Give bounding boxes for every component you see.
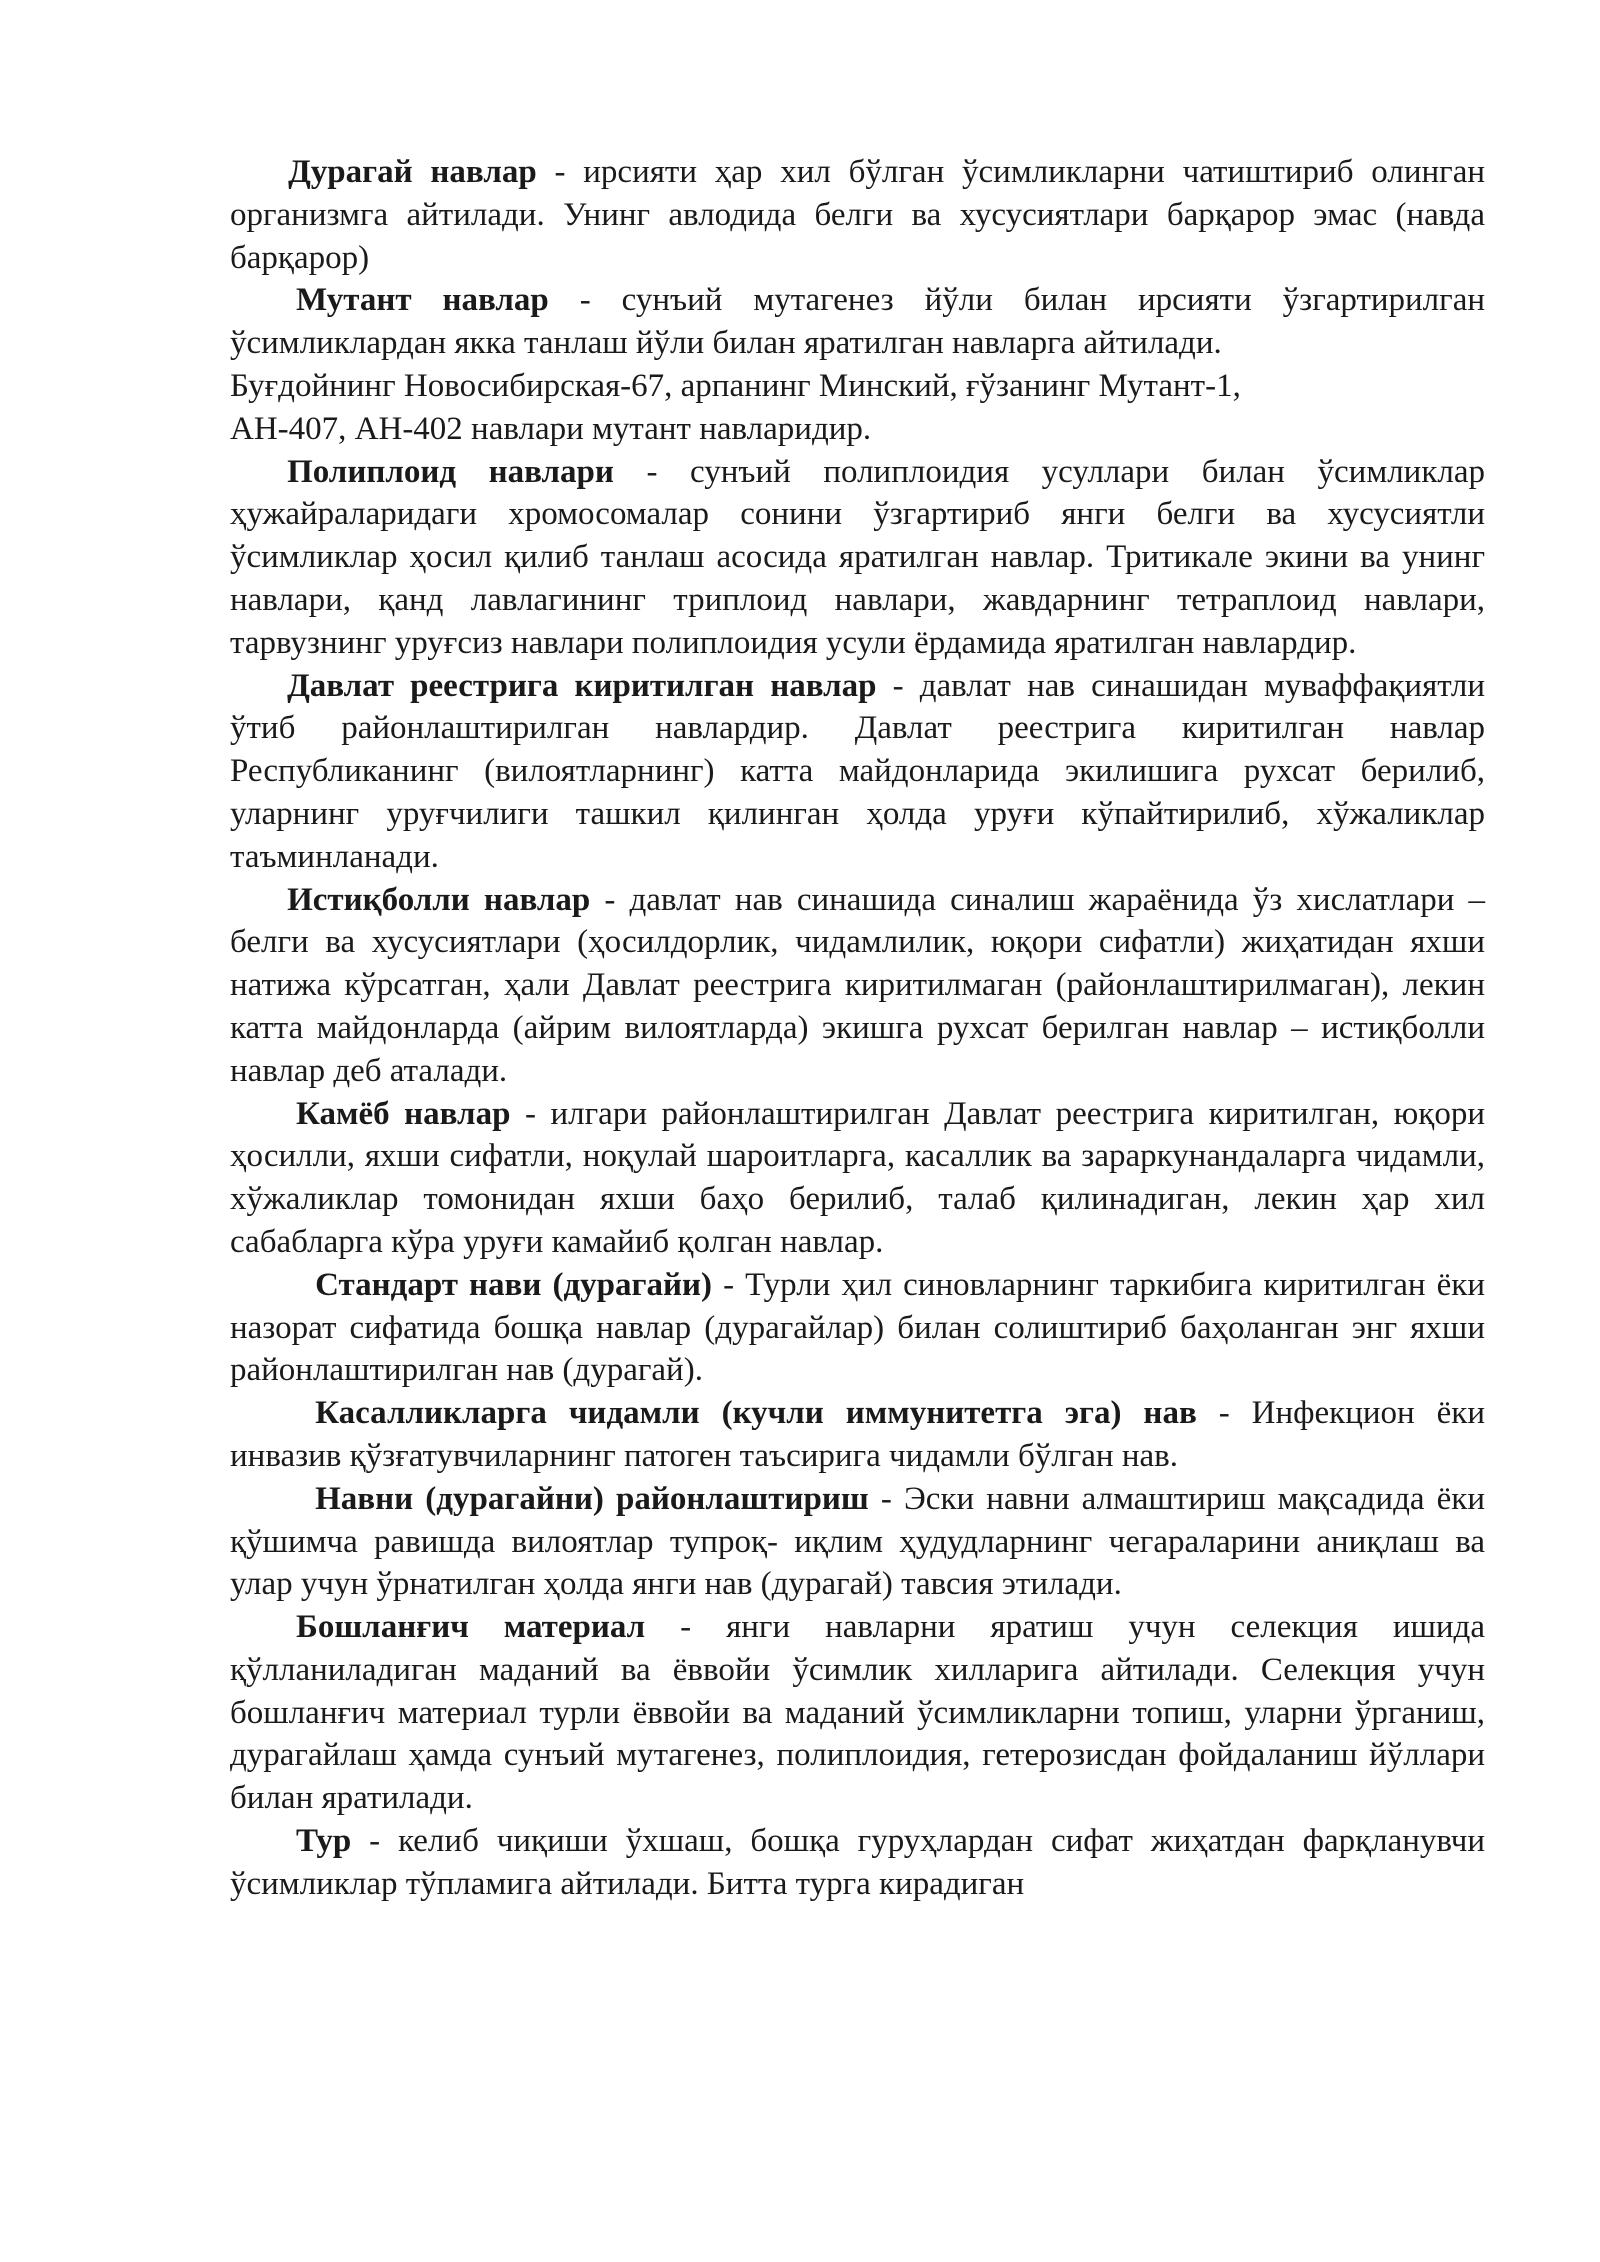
definition-initial-material: - янги навларни яратиш учун селекция ишида қўлланиладиган маданий ва ёввойи ўсимлик хилларига айтилади. Селекция учун бошланғич материал турли ёввойи ва маданий ўсимликларни топиш, уларни ўрганиш, дурагайлаш ҳамда сунъий мутагенез, полиплоидия, гетерозисдан фойдаланиш йўллари билан яратилади. [230, 1609, 1485, 1817]
paragraph-hybrid-varieties [230, 151, 1485, 279]
paragraph-standard-variety [230, 1264, 1485, 1392]
paragraph-state-register-varieties [230, 665, 1485, 879]
paragraph-disease-resistant-variety [230, 1392, 1485, 1478]
paragraph-rare-varieties [230, 1093, 1485, 1264]
definition-standard-variety: - Турли ҳил синовларнинг таркибига киритилган ёки назорат сифатида бошқа навлар (дурагайлар) билан солиштириб баҳоланган энг яхши районлаштирилган нав (дурагай). [230, 1266, 1485, 1389]
definition-hybrid-varieties: - ирсияти ҳар хил бўлган ўсимликларни чатиштириб олинган организмга айтилади. Унинг авлодида белги ва хусусиятлари барқарор эмас (навда барқарор) [230, 154, 1485, 276]
term-disease-resistant-variety: Касалликларга чидамли (кучли иммунитетга эга) нав [315, 1395, 1197, 1432]
definition-promising-varieties: - давлат нав синашида синалиш жараёнида ўз хислатлари – белги ва хусусиятлари (ҳосилдорлик, чидамлилик, юқори сифатли) жиҳатидан яхши натижа кўрсатган, ҳали Давлат реестрига киритилмаган (районлаштирилмаган), лекин катта майдонларда (айрим вилоятларда) экишга рухсат берилган навлар – истиқболли навлар деб аталади. [230, 881, 1485, 1089]
definition-species: - келиб чиқиши ўхшаш, бошқа гуруҳлардан сифат жиҳатдан фарқланувчи ўсимликлар тўпламига айтилади. Битта турга кирадиган [230, 1823, 1485, 1902]
paragraph-initial-material [230, 1606, 1485, 1820]
paragraph-variety-zoning [230, 1478, 1485, 1606]
term-hybrid-varieties: Дурагай навлар [288, 154, 537, 190]
definition-disease-resistant-variety: - Инфекцион ёки инвазив қўзғатувчиларнинг патоген таъсирига чидамли бўлган нав. [230, 1395, 1485, 1474]
paragraph-promising-varieties [230, 879, 1485, 1093]
paragraph-mutant-varieties [230, 279, 1485, 450]
definition-variety-zoning: - Эски навни алмаштириш мақсадида ёки қўшимча равишда вилоятлар тупроқ- иқлим ҳудудларнинг чегараларини аниқлаш ва улар учун ўрнатилган ҳолда янги нав (дурагай) тавсия этилади. [230, 1480, 1486, 1603]
term-mutant-varieties: Мутант навлар [296, 282, 549, 319]
term-promising-varieties: Истиқболли навлар [287, 881, 591, 918]
definition-polyploid-varieties: - сунъий полиплоидия усуллари билан ўсимликлар ҳужайраларидаги хромосомалар сонини ўзгартириб янги белги ва хусусиятли ўсимликлар ҳосил қилиб танлаш асосида яратилган навлар. Тритикале экини ва унинг навлари, қанд лавлагининг триплоид навлари, жавдарнинг тетраплоид навлари, тарвузнинг уруғсиз навлари полиплоидия усули ёрдамида яратилган навлардир. [230, 453, 1485, 661]
definition-state-register-varieties: - давлат нав синашидан муваффақиятли ўтиб районлаштирилган навлардир. Давлат реестрига киритилган навлар Республиканинг (вилоятларнинг) катта майдонларида экилишига рухсат берилиб, уларнинг уруғчилиги ташкил қилинган ҳолда уруғи кўпайтирилиб, хўжаликлар таъминланади. [230, 667, 1485, 875]
term-state-register-varieties: Давлат реестрига киритилган навлар [287, 667, 877, 704]
term-initial-material: Бошланғич материал [296, 1609, 646, 1646]
definition-rare-varieties: - илгари районлаштирилган Давлат реестрига киритилган, юқори ҳосилли, яхши сифатли, ноқулай шароитларга, касаллик ва зараркунандаларга чидамли, хўжаликлар томонидан яхши баҳо берилиб, талаб қилинадиган, лекин ҳар хил сабабларга кўра уруғи камайиб қолган навлар. [230, 1095, 1485, 1260]
term-standard-variety: Стандарт нави (дурагайи) [315, 1266, 713, 1303]
paragraph-species [230, 1820, 1485, 1906]
term-variety-zoning: Навни (дурагайни) районлаштириш [315, 1480, 869, 1517]
document-page [230, 151, 1485, 1906]
term-species: Тур [296, 1823, 352, 1860]
definition-mutant-varieties: - сунъий мутагенез йўли билан ирсияти ўзгартирилган ўсимликлардан якка танлаш йўли билан яратилган навларга айтилади. Буғдойнинг Новосибирская-67, арпанинг Минский, ғўзанинг Мутант-1, АН-407, АН-402 навлари мутант навларидир. [230, 282, 1485, 447]
paragraph-polyploid-varieties [230, 451, 1485, 665]
term-rare-varieties: Камёб навлар [296, 1095, 511, 1132]
term-polyploid-varieties: Полиплоид навлари [287, 453, 614, 490]
